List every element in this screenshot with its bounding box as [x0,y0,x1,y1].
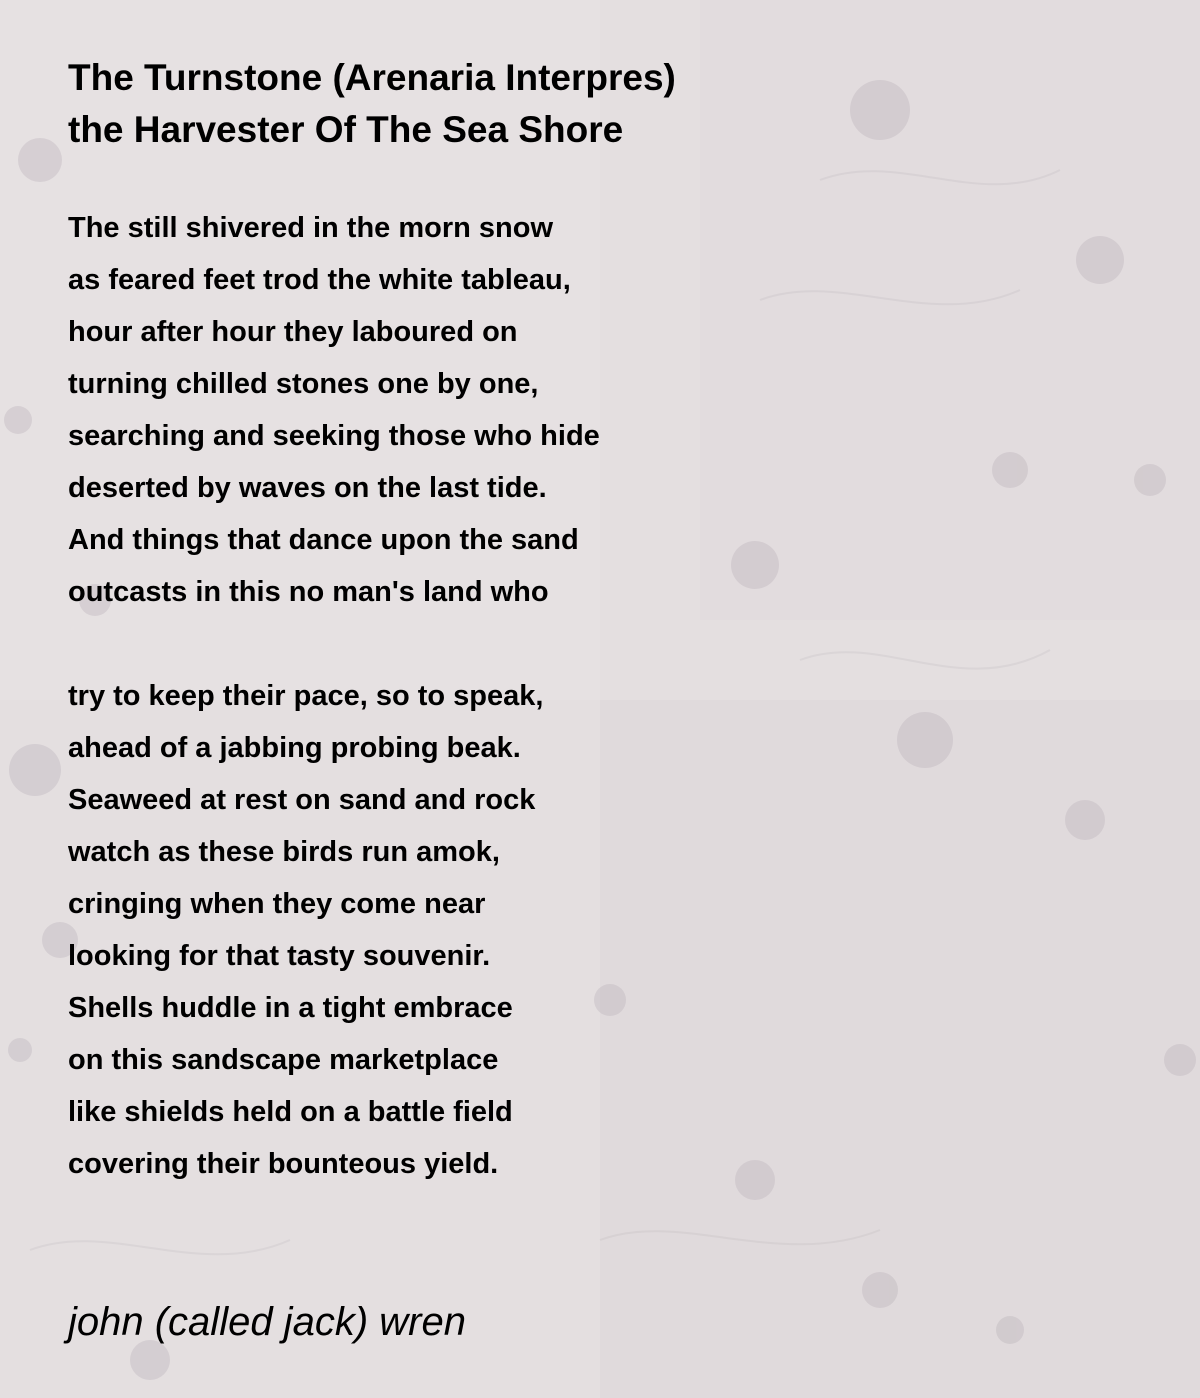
poem-line: Shells huddle in a tight embrace [68,992,513,1024]
poem-line: try to keep their pace, so to speak, [68,680,544,712]
poem-line: turning chilled stones one by one, [68,368,539,400]
poem-line: like shields held on a battle field [68,1096,513,1128]
poem-title-line: The Turnstone (Arenaria Interpres) [68,57,676,98]
poem-line: outcasts in this no man's land who [68,576,549,608]
poem-stanza-1 [68,202,600,618]
poem-line: on this sandscape marketplace [68,1044,499,1076]
poem-author: john (called jack) wren [68,1300,466,1344]
poem-line: deserted by waves on the last tide. [68,472,547,504]
poem-title-line: the Harvester Of The Sea Shore [68,109,624,150]
poem-line: looking for that tasty souvenir. [68,940,491,972]
stanza-break [68,618,600,670]
poem-line: hour after hour they laboured on [68,316,518,348]
poem-line: as feared feet trod the white tableau, [68,264,571,296]
poem-line: searching and seeking those who hide [68,420,600,452]
poem-line: The still shivered in the morn snow [68,212,554,244]
poem-line: Seaweed at rest on sand and rock [68,784,536,816]
poem-line: ahead of a jabbing probing beak. [68,732,521,764]
poem-body [68,202,600,1190]
poem-line: cringing when they come near [68,888,486,920]
poem-line: covering their bounteous yield. [68,1148,499,1180]
poem-line: And things that dance upon the sand [68,524,579,556]
poem-stanza-2 [68,670,600,1190]
poem-title [68,52,676,156]
poem-line: watch as these birds run amok, [68,836,500,868]
